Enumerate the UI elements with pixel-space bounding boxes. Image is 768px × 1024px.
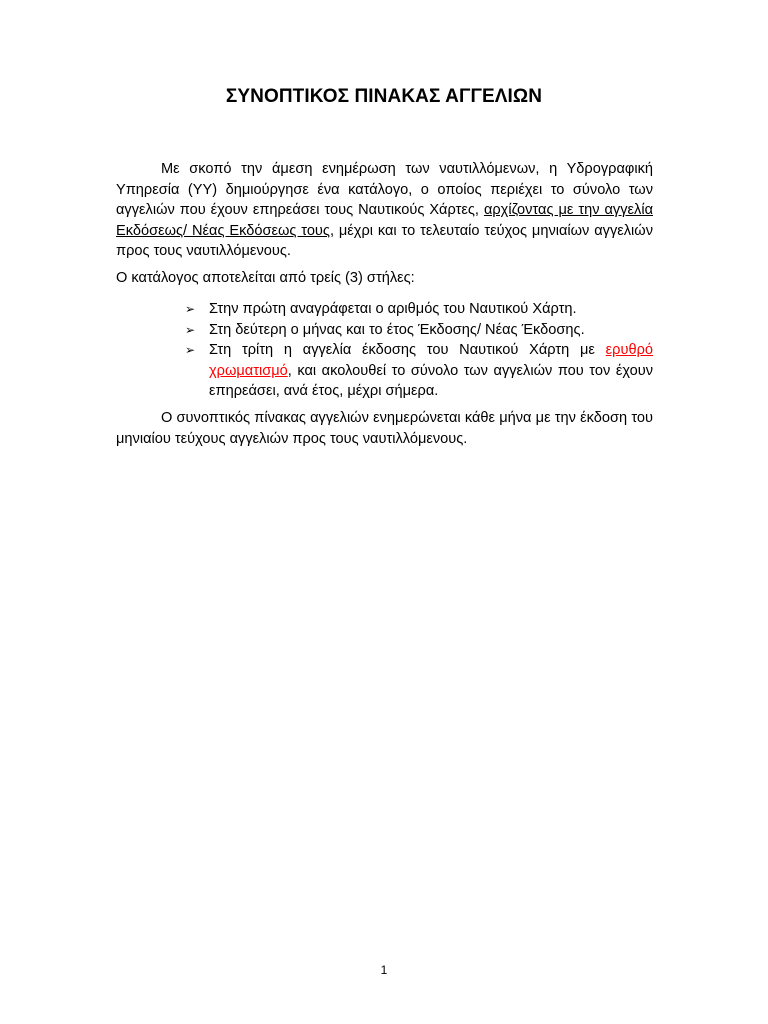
arrow-bullet-icon: ➢ [185,302,196,316]
intro-paragraph [116,159,653,262]
intro-text: Με σκοπό την άμεση ενημέρωση των ναυτιλλόμενων, η Υδρογραφική Υπηρεσία (ΥΥ) δημιούργησε ένα κατάλογο, ο οποίος περιέχει το σύνολο των αγγελιών που έχουν επηρεάσει τους Ναυτικούς Χάρτες, [116,161,653,218]
columns-intro-paragraph: Ο κατάλογος αποτελείται από τρείς (3) στήλες: [116,270,415,286]
red-highlight-text: ερυθρό χρωματισμό [209,342,653,379]
arrow-bullet-icon: ➢ [185,322,196,337]
list-item [185,299,653,320]
list-item [185,320,653,341]
list-item-text: Στη δεύτερη ο μήνας και το έτος Έκδοσης/ Νέας Έκδοσης. [209,321,585,338]
document-title: ΣΥΝΟΠΤΙΚΟΣ ΠΙΝΑΚΑΣ ΑΓΓΕΛΙΩΝ [225,86,543,107]
list-item-text: Στην πρώτη αναγράφεται ο αριθμός του Ναυτικού Χάρτη. [209,301,577,317]
columns-list [185,299,653,402]
intro-underlined-text: αρχίζοντας με την αγγελία Εκδόσεως/ Νέας Εκδόσεως τους [116,202,654,239]
list-item [185,340,653,402]
list-item-text: Στη τρίτη η αγγελία έκδοσης του Ναυτικού Χάρτη με [209,342,606,358]
intro-text-end: , μέχρι και το τελευταίο τεύχος μηνιαίων αγγελιών προς τους ναυτιλλόμενους. [116,222,653,259]
arrow-bullet-icon: ➢ [185,343,196,357]
list-item-text-end: , και ακολουθεί το σύνολο των αγγελιών που τον έχουν επηρεάσει, ανά έτος, μέχρι σήμερα. [209,362,653,399]
page-number: 1 [380,963,388,977]
update-paragraph: Ο συνοπτικός πίνακας αγγελιών ενημερώνεται κάθε μήνα με την έκδοση του μηνιαίου τεύχους αγγελιών προς τους ναυτιλλόμενους. [116,410,653,447]
